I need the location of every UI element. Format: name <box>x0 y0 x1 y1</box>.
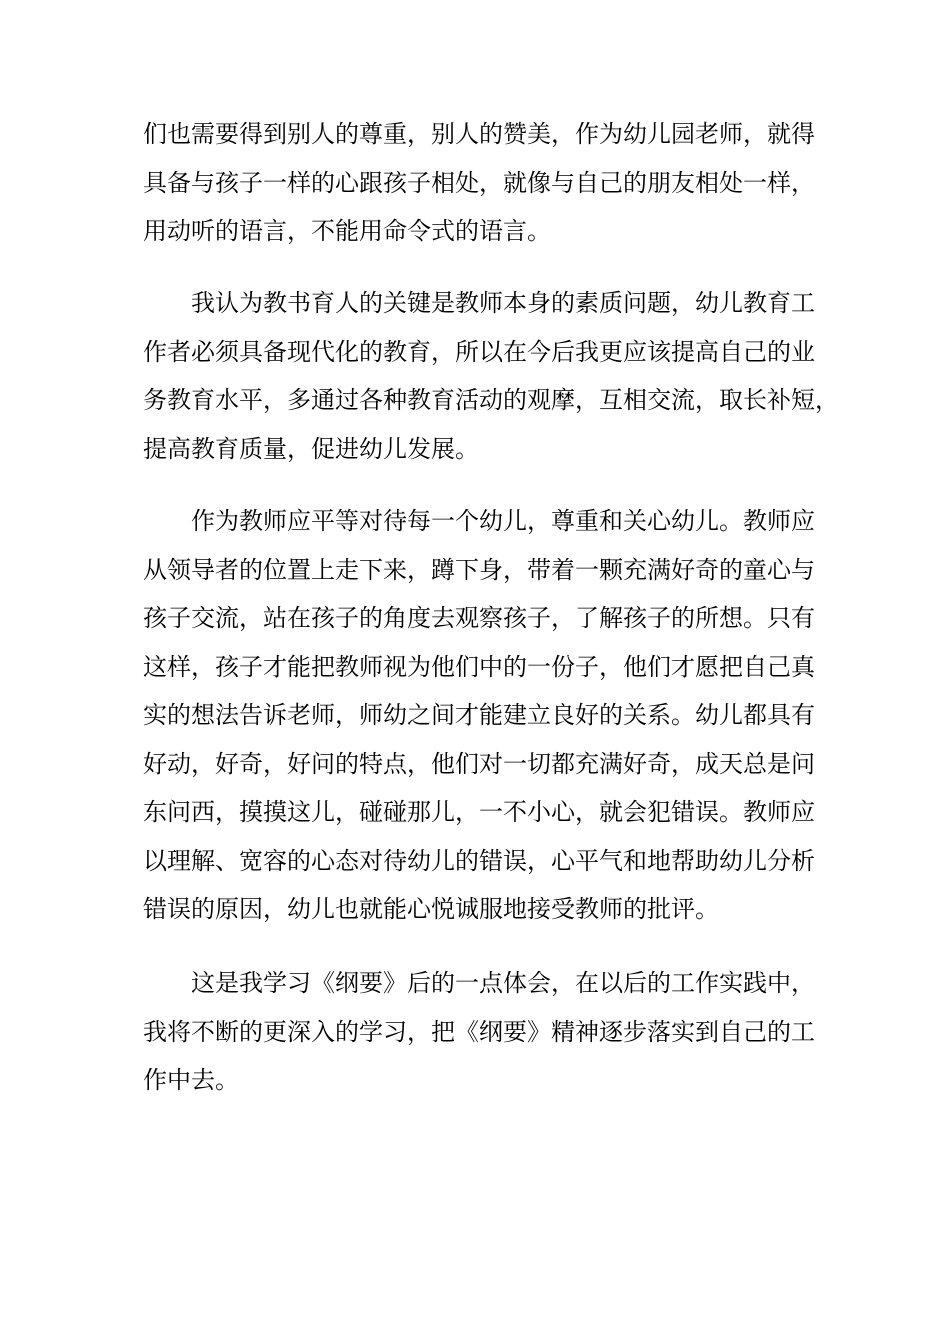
paragraph-line: 我认为教书育人的关键是教师本身的素质问题，幼儿教育工 <box>191 289 815 317</box>
paragraph-line: 从领导者的位置上走下来，蹲下身，带着一颗充满好奇的童心与 <box>143 555 815 584</box>
paragraph-line: 实的想法告诉老师，师幼之间才能建立良好的关系。幼儿都具有 <box>143 701 815 729</box>
paragraph-1 <box>143 110 815 256</box>
paragraph-line: 孩子交流，站在孩子的角度去观察孩子，了解孩子的所想。只有 <box>143 604 815 632</box>
paragraph-line: 我将不断的更深入的学习，把《纲要》精神逐步落实到自己的工 <box>143 1017 815 1046</box>
paragraph-line: 这样，孩子才能把教师视为他们中的一份子，他们才愿把自己真 <box>143 652 815 681</box>
paragraph-line: 们也需要得到别人的尊重，别人的赞美，作为幼儿园老师，就得 <box>143 120 815 148</box>
paragraph-4 <box>143 959 815 1105</box>
paragraph-line: 错误的原因，幼儿也就能心悦诚服地接受教师的批评。 <box>143 895 719 923</box>
paragraph-line: 东问西，摸摸这儿，碰碰那儿，一不小心，就会犯错误。教师应 <box>143 798 815 826</box>
paragraph-line: 作中去。 <box>143 1066 239 1094</box>
paragraph-3 <box>143 497 815 934</box>
paragraph-line: 提高教育质量，促进幼儿发展。 <box>143 434 479 463</box>
paragraph-line: 作为教师应平等对待每一个幼儿，尊重和关心幼儿。教师应 <box>191 507 815 535</box>
paragraph-2 <box>143 279 839 473</box>
paragraph-line: 这是我学习《纲要》后的一点体会，在以后的工作实践中， <box>191 969 815 997</box>
paragraph-line: 以理解、宽容的心态对待幼儿的错误，心平气和地帮助幼儿分析 <box>143 846 815 875</box>
paragraph-line: 务教育水平，多通过各种教育活动的观摩，互相交流，取长补短， <box>143 386 839 414</box>
paragraph-line: 作者必须具备现代化的教育，所以在今后我更应该提高自己的业 <box>143 337 815 366</box>
paragraph-line: 具备与孩子一样的心跟孩子相处，就像与自己的朋友相处一样， <box>143 168 815 197</box>
paragraph-line: 好动，好奇，好问的特点，他们对一切都充满好奇，成天总是问 <box>143 749 815 778</box>
paragraph-line: 用动听的语言，不能用命令式的语言。 <box>143 217 551 245</box>
